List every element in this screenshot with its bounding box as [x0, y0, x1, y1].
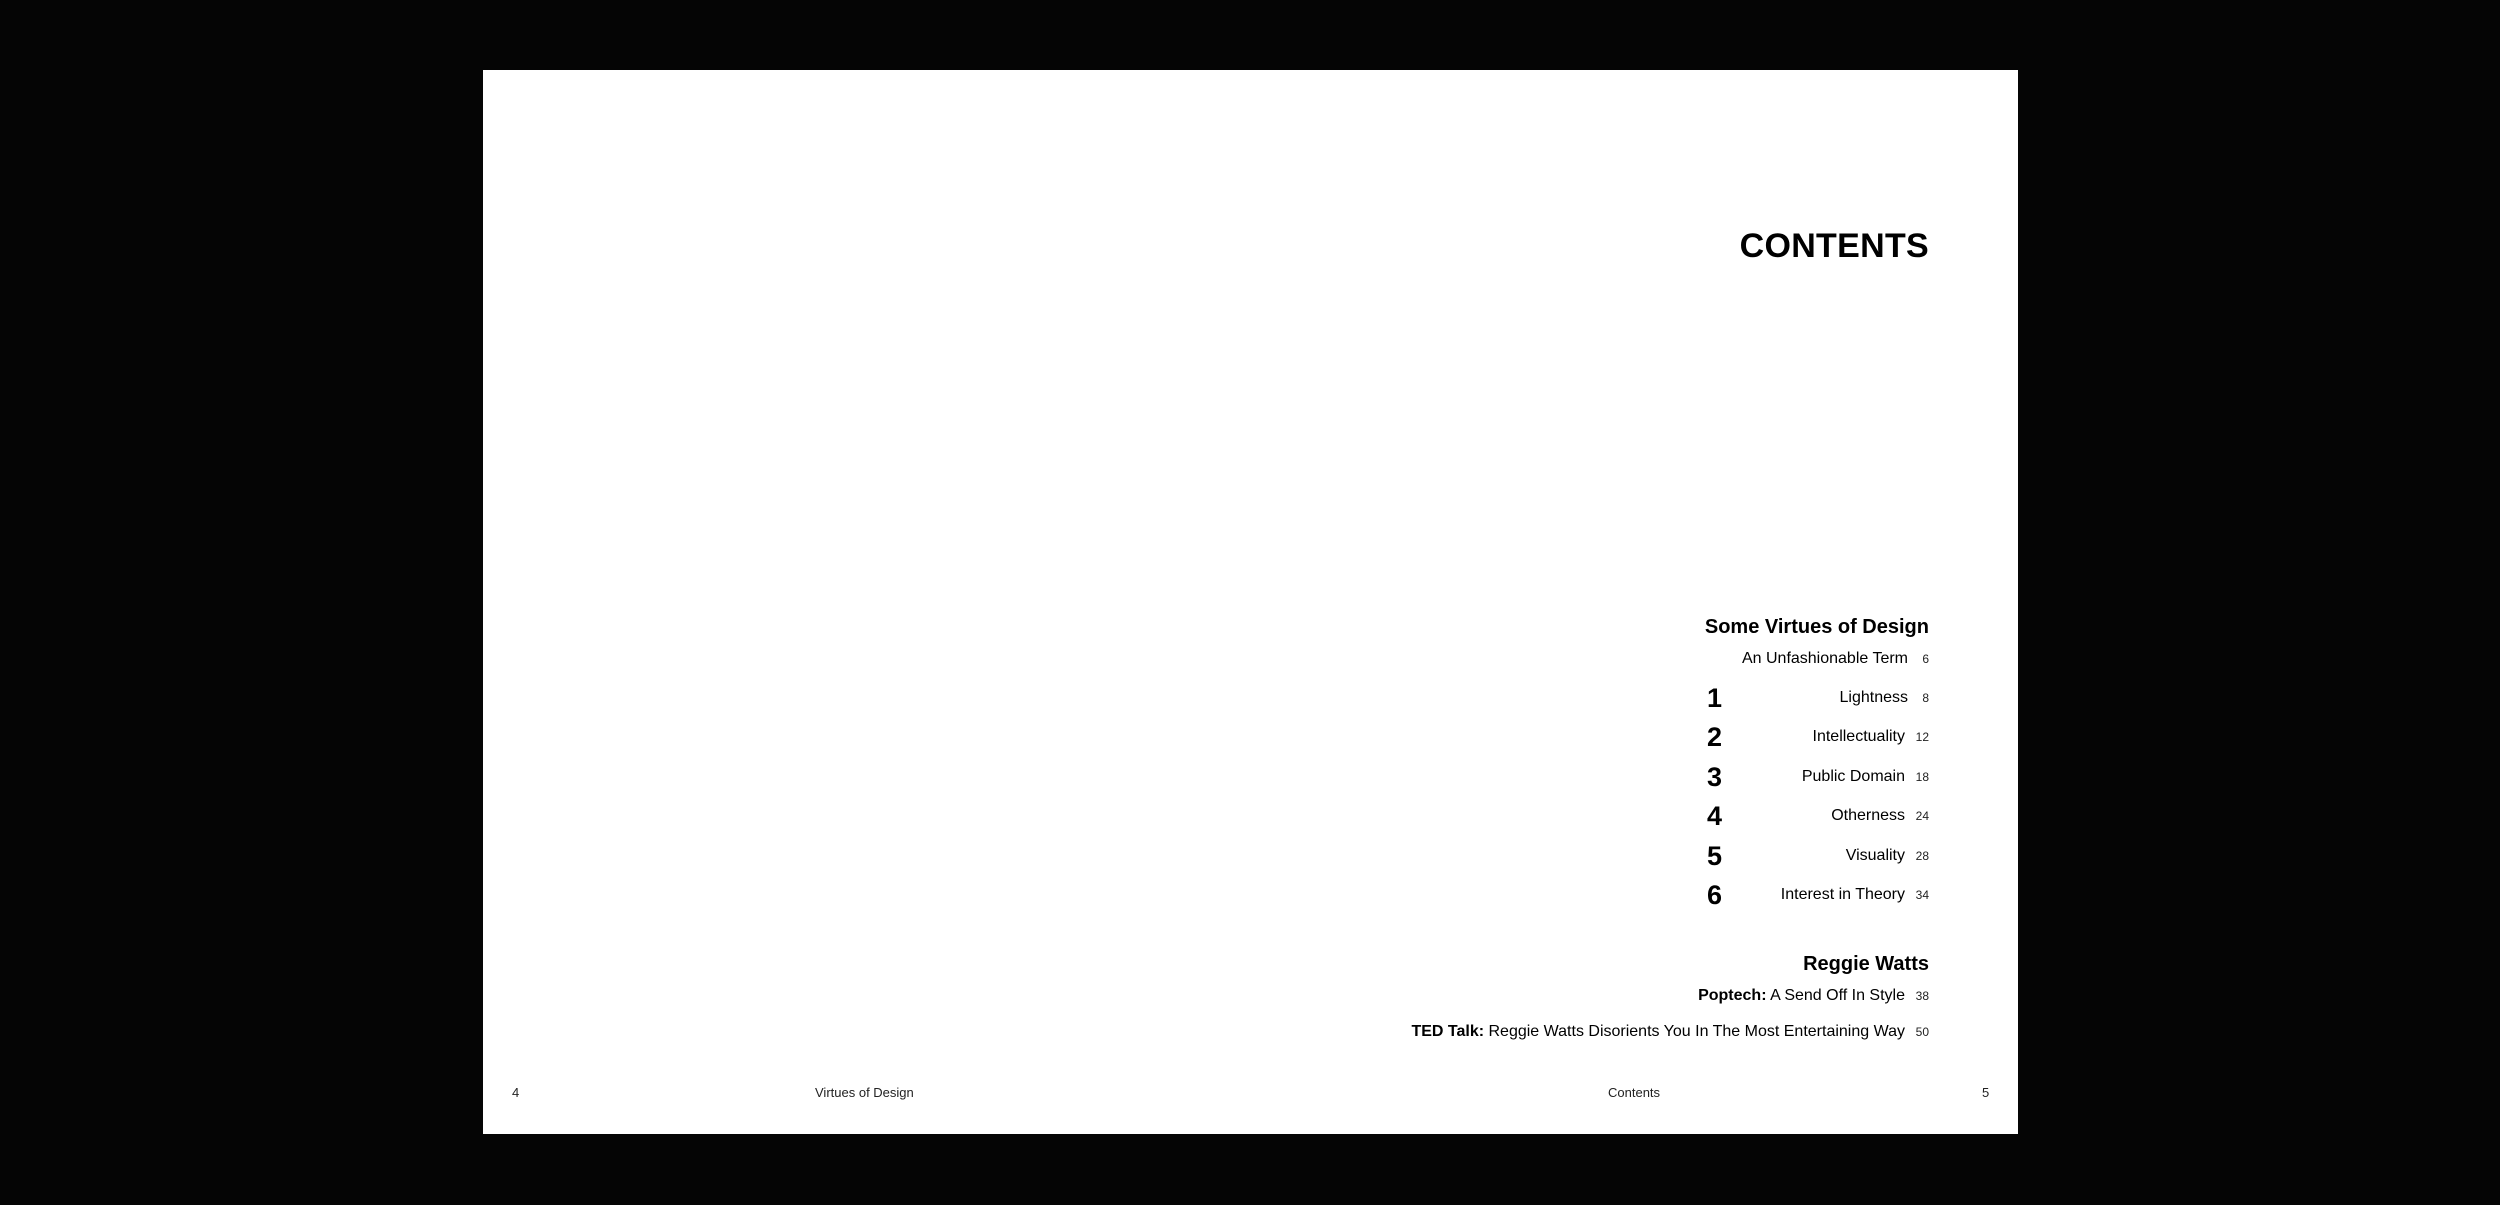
toc-entry[interactable] — [483, 841, 2018, 871]
toc-entry-prefix: Poptech: — [1698, 987, 1767, 1004]
toc-entry-title-text: A Send Off In Style — [1770, 987, 1905, 1004]
toc-entry-title-text: Reggie Watts Disorients You In The Most Entertaining Way — [1488, 1023, 1905, 1040]
toc-entry-title — [1698, 981, 1905, 1011]
toc-entry-title: Public Domain — [1801, 768, 1905, 785]
book-spread — [483, 70, 2018, 1134]
toc-entry-number: 2 — [1707, 722, 1723, 752]
toc-entry-title: Intellectuality — [1812, 728, 1905, 745]
toc-entry-page: 12 — [1915, 730, 1929, 744]
toc-entry-title: Visuality — [1845, 847, 1905, 864]
toc-entry-number: 4 — [1707, 801, 1723, 831]
toc-entry-prefix: TED Talk: — [1411, 1023, 1485, 1040]
section-heading-reggie-watts[interactable]: Reggie Watts — [1803, 953, 1929, 975]
toc-entry-page: 28 — [1915, 849, 1929, 863]
right-page-number: 5 — [1982, 1085, 1990, 1100]
left-running-title: Virtues of Design — [815, 1085, 914, 1100]
toc-entry[interactable] — [483, 644, 2018, 674]
toc-entry[interactable] — [483, 722, 2018, 752]
toc-entry[interactable] — [483, 801, 2018, 831]
toc-entry-title: Otherness — [1831, 807, 1905, 824]
toc-entry-title: Lightness — [1839, 689, 1908, 706]
toc-entry-number: 3 — [1707, 762, 1723, 792]
toc-entry-page: 8 — [1922, 691, 1929, 705]
toc-entry-page: 24 — [1915, 809, 1929, 823]
toc-entry-number: 6 — [1707, 880, 1723, 910]
toc-entry[interactable] — [483, 683, 2018, 713]
toc-entry[interactable] — [483, 1017, 2018, 1047]
section-heading-virtues[interactable]: Some Virtues of Design — [1704, 616, 1929, 638]
toc-entry-number: 5 — [1707, 841, 1723, 871]
contents-title: CONTENTS — [1739, 227, 1929, 265]
toc-entry[interactable] — [483, 880, 2018, 910]
toc-entry[interactable] — [483, 981, 2018, 1011]
toc-entry-page: 50 — [1915, 1025, 1929, 1039]
toc-entry-number: 1 — [1707, 683, 1723, 713]
toc-entry-title — [1411, 1017, 1905, 1047]
right-running-title: Contents — [1608, 1085, 1661, 1100]
toc-entry-page: 34 — [1915, 888, 1929, 902]
toc-entry[interactable] — [483, 762, 2018, 792]
toc-entry-page: 38 — [1915, 989, 1929, 1003]
toc-entry-title: An Unfashionable Term — [1741, 650, 1908, 667]
toc-entry-page: 6 — [1922, 652, 1929, 666]
toc-entry-page: 18 — [1915, 770, 1929, 784]
left-page-number: 4 — [512, 1085, 520, 1100]
toc-entry-title: Interest in Theory — [1780, 886, 1905, 903]
